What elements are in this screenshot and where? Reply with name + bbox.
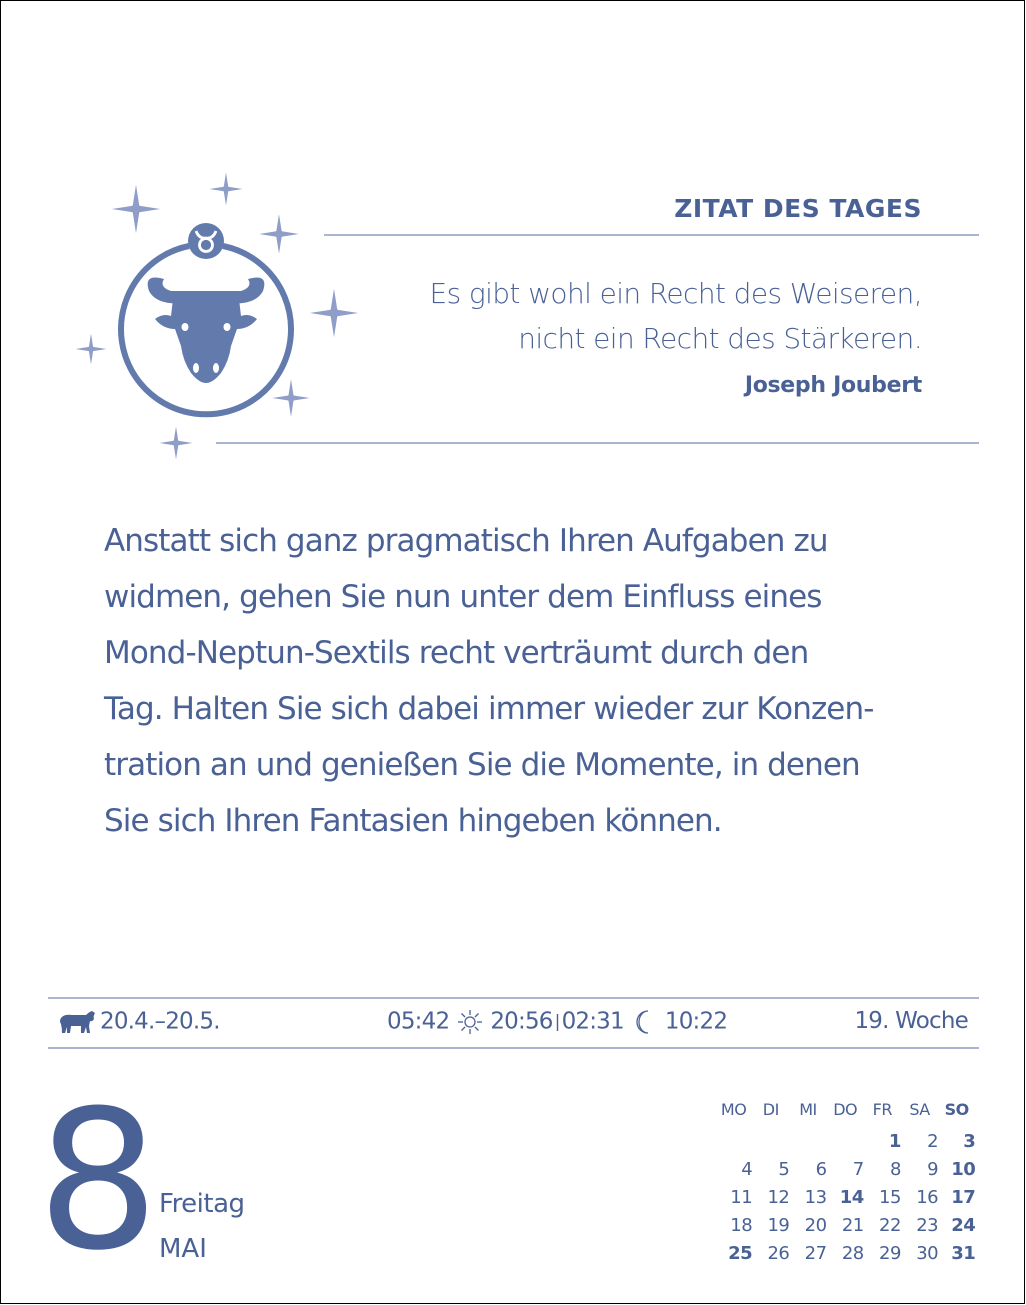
horoscope-line: tration an und genießen Sie die Momente, in denen — [104, 747, 860, 783]
time-separator: | — [554, 1011, 560, 1032]
horoscope-line: Sie sich Ihren Fantasien hingeben können. — [104, 803, 722, 839]
weekday-header: MI — [799, 1099, 817, 1119]
weekday-header: SA — [909, 1099, 930, 1119]
calendar-week-row — [715, 1155, 975, 1183]
taurus-emblem-icon — [61, 161, 381, 471]
calendar-day: 1 — [888, 1130, 901, 1152]
horoscope-line: Mond-Neptun-Sextils recht verträumt durch den — [104, 635, 809, 671]
weekday-header: FR — [872, 1099, 892, 1119]
calendar-day: 20 — [804, 1214, 827, 1236]
calendar-day: 22 — [879, 1214, 901, 1236]
quote-author: Joseph Joubert — [744, 373, 922, 398]
quote-top-divider — [324, 234, 979, 236]
sunrise-time: 05:42 — [387, 1008, 450, 1035]
sun-icon — [457, 1009, 483, 1035]
mini-calendar-weeks — [715, 1127, 975, 1267]
quote-bottom-divider — [216, 442, 979, 444]
quote-line-2: nicht ein Recht des Stärkeren. — [518, 322, 922, 355]
calendar-day: 30 — [916, 1242, 939, 1264]
calendar-day: 5 — [778, 1158, 790, 1180]
calendar-day: 18 — [730, 1214, 753, 1236]
week-number: 19. Woche — [854, 1008, 968, 1034]
calendar-day: 27 — [804, 1242, 827, 1264]
mini-calendar-header — [715, 1095, 975, 1123]
zodiac-range — [58, 1008, 220, 1035]
month: MAI — [159, 1234, 207, 1264]
weekday-header: DO — [833, 1099, 858, 1119]
quote-title: ZITAT DES TAGES — [674, 194, 922, 223]
calendar-day: 28 — [841, 1242, 864, 1264]
calendar-day: 25 — [728, 1242, 753, 1264]
calendar-day: 16 — [916, 1186, 939, 1208]
info-top-divider — [48, 997, 979, 999]
calendar-day: 26 — [767, 1242, 790, 1264]
calendar-day: 11 — [730, 1186, 753, 1208]
bull-icon — [58, 1010, 96, 1034]
calendar-day: 2 — [927, 1130, 939, 1152]
calendar-day: 17 — [951, 1186, 976, 1208]
calendar-day: 13 — [804, 1186, 827, 1208]
moonrise-time: 02:31 — [561, 1008, 624, 1035]
quote-line-1: Es gibt wohl ein Recht des Weiseren, — [429, 277, 922, 310]
weekday-header: DI — [762, 1099, 779, 1119]
calendar-day: 6 — [815, 1158, 827, 1180]
sunset-time: 20:56 — [490, 1008, 553, 1035]
calendar-day: 3 — [963, 1130, 976, 1152]
moonset-time: 10:22 — [664, 1008, 728, 1035]
horoscope-line: Tag. Halten Sie sich dabei immer wieder zur Konzen- — [104, 691, 874, 727]
calendar-day: 21 — [841, 1214, 864, 1236]
zodiac-date-range: 20.4.–20.5. — [100, 1008, 220, 1035]
info-bottom-divider — [48, 1047, 979, 1049]
calendar-day: 4 — [741, 1158, 753, 1180]
horoscope-line: Anstatt sich ganz pragmatisch Ihren Aufgaben zu — [104, 523, 828, 559]
calendar-day: 31 — [951, 1242, 976, 1264]
calendar-day: 9 — [927, 1158, 939, 1180]
moon-icon — [633, 1009, 655, 1035]
calendar-week-row — [715, 1127, 975, 1155]
weekday: Freitag — [159, 1189, 245, 1219]
calendar-day: 14 — [839, 1186, 864, 1208]
calendar-day: 24 — [951, 1214, 976, 1236]
calendar-day: 23 — [916, 1214, 939, 1236]
weekday-header: MO — [720, 1099, 747, 1119]
calendar-day: 12 — [767, 1186, 790, 1208]
sun-moon-times — [387, 1008, 727, 1035]
calendar-week-row — [715, 1183, 975, 1211]
calendar-day: 19 — [767, 1214, 790, 1236]
calendar-day: 8 — [889, 1158, 901, 1180]
calendar-day: 7 — [852, 1158, 864, 1180]
calendar-day: 10 — [951, 1158, 976, 1180]
horoscope-text — [104, 513, 964, 849]
day-number: 8 — [37, 1070, 160, 1293]
mini-calendar — [715, 1095, 975, 1267]
horoscope-line: widmen, gehen Sie nun unter dem Einfluss eines — [104, 579, 822, 615]
calendar-day: 15 — [879, 1186, 901, 1208]
weekday-header: SO — [944, 1099, 969, 1119]
calendar-week-row — [715, 1239, 975, 1267]
calendar-day: 29 — [879, 1242, 901, 1264]
calendar-week-row — [715, 1211, 975, 1239]
